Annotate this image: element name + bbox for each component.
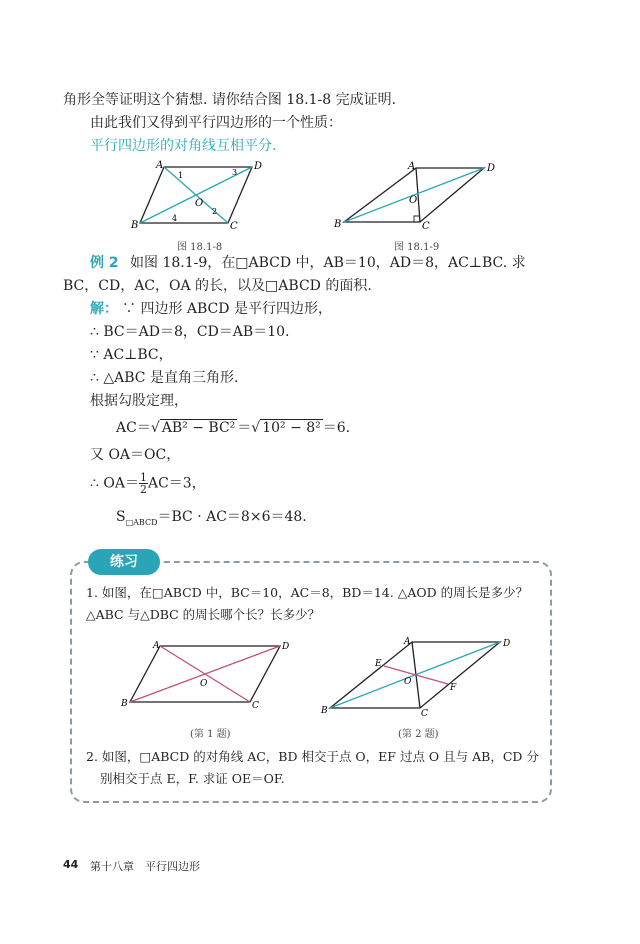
sqrt-sign-1: √ bbox=[150, 420, 160, 436]
page-number: 44 bbox=[63, 858, 79, 871]
sol6-result: ＝6. bbox=[322, 420, 351, 436]
text-line-2: 由此我们又得到平行四边形的一个性质： bbox=[90, 115, 342, 131]
figure-18-1-8 bbox=[130, 160, 263, 232]
fig1-label-b: B bbox=[131, 220, 139, 231]
sol8-prefix: ∴ OA＝ bbox=[90, 475, 139, 492]
fig1-label-3: 3 bbox=[232, 168, 238, 177]
example-label: 例 2 bbox=[90, 255, 119, 271]
q2-label-f: F bbox=[450, 683, 457, 693]
fig2-caption: 图 18.1-9 bbox=[394, 242, 440, 253]
fraction-one-half bbox=[139, 472, 148, 495]
sol6-eq: ＝ bbox=[237, 420, 252, 436]
q2-label-d: D bbox=[503, 639, 511, 649]
exercise-figure-1 bbox=[120, 640, 290, 712]
q2-label-e: E bbox=[375, 659, 382, 669]
sol6-radicand-1: AB² − BC² bbox=[161, 420, 236, 436]
fig1-label-4: 4 bbox=[172, 214, 178, 223]
chapter-title: 第十八章 平行四边形 bbox=[90, 860, 200, 873]
fig2-label-c: C bbox=[422, 221, 430, 232]
fig2-label-a: A bbox=[408, 161, 416, 172]
q2-label-o: O bbox=[404, 677, 412, 687]
exercise-q1-line-1: 1. 如图，在□ABCD 中，BC＝10，AC＝8，BD＝14. △AOD 的周长是多少？ bbox=[86, 585, 529, 600]
q2-label-b: B bbox=[321, 706, 328, 716]
q1-label-c: C bbox=[252, 701, 259, 711]
fig2-label-d: D bbox=[487, 163, 496, 174]
exercise-fig1-caption: (第 1 题) bbox=[190, 729, 231, 740]
fig1-label-2: 2 bbox=[212, 207, 218, 216]
q2-segment-ef bbox=[384, 666, 448, 684]
fig1-label-1: 1 bbox=[178, 171, 184, 180]
fraction-denominator: 2 bbox=[139, 483, 147, 496]
solution-line-9 bbox=[116, 507, 307, 533]
solution-line-8 bbox=[90, 472, 206, 495]
solution-line-6 bbox=[116, 418, 350, 438]
fig1-label-o: O bbox=[195, 198, 204, 209]
example-line-2: BC，CD，AC，OA 的长，以及□ABCD 的面积. bbox=[63, 278, 372, 294]
sol6-ac: AC＝ bbox=[116, 420, 151, 436]
q2-label-a: A bbox=[404, 637, 411, 647]
exercise-q2-line-2: 别相交于点 E，F. 求证 OE＝OF. bbox=[100, 771, 285, 786]
fig1-label-a: A bbox=[156, 160, 164, 171]
solution-line-4: ∴ △ABC 是直角三角形. bbox=[90, 370, 239, 386]
exercise-q2-line-1: 2. 如图，□ABCD 的对角线 AC，BD 相交于点 O，EF 过点 O 且与 AB，CD 分 bbox=[86, 749, 539, 764]
q2-label-c: C bbox=[421, 709, 428, 719]
exercise-figure-2 bbox=[320, 636, 520, 718]
fraction-numerator: 1 bbox=[139, 471, 147, 484]
exercise-fig2-caption: (第 2 题) bbox=[398, 729, 439, 740]
solution-line-2: ∴ BC＝AD＝8，CD＝AB＝10. bbox=[90, 324, 290, 340]
solution-line-3: ∵ AC⊥BC， bbox=[90, 347, 173, 363]
solution-line-5: 根据勾股定理， bbox=[90, 393, 188, 409]
example-line-1: 如图 18.1-9，在□ABCD 中，AB＝10，AD＝8，AC⊥BC. 求 bbox=[130, 255, 526, 271]
q1-label-d: D bbox=[282, 642, 290, 652]
q1-label-b: B bbox=[121, 699, 128, 709]
q1-diagonal-bd bbox=[130, 646, 280, 702]
exercise-tab: 练习 bbox=[88, 549, 160, 575]
sol8-suffix: AC＝3， bbox=[147, 475, 206, 492]
exercise-q1-line-2: △ABC 与△DBC 的周长哪个长？长多少？ bbox=[86, 607, 321, 622]
sqrt-sign-2: √ bbox=[251, 420, 261, 436]
figure-18-1-9 bbox=[330, 160, 505, 232]
fig1-label-d: D bbox=[254, 161, 263, 172]
sol6-radicand-2: 10² − 8² bbox=[262, 420, 321, 436]
sol9-s: S bbox=[116, 509, 126, 525]
solution-label: 解： bbox=[90, 301, 118, 317]
fig1-label-c: C bbox=[230, 221, 238, 232]
text-line-1: 角形全等证明这个猜想. 请你结合图 18.1-8 完成证明. bbox=[63, 92, 397, 108]
q1-label-o: O bbox=[200, 679, 208, 689]
fig2-label-b: B bbox=[334, 219, 342, 230]
fig1-caption: 图 18.1-8 bbox=[177, 242, 223, 253]
sol9-subscript: □ABCD bbox=[125, 517, 158, 527]
sol9-rest: ＝BC · AC＝8×6＝48. bbox=[157, 509, 307, 525]
q1-label-a: A bbox=[153, 641, 160, 651]
solution-line-1: ∵ 四边形 ABCD 是平行四边形， bbox=[122, 301, 332, 317]
theorem-statement: 平行四边形的对角线互相平分. bbox=[90, 138, 277, 154]
solution-line-7: 又 OA＝OC， bbox=[90, 447, 181, 463]
fig2-label-o: O bbox=[409, 195, 418, 206]
